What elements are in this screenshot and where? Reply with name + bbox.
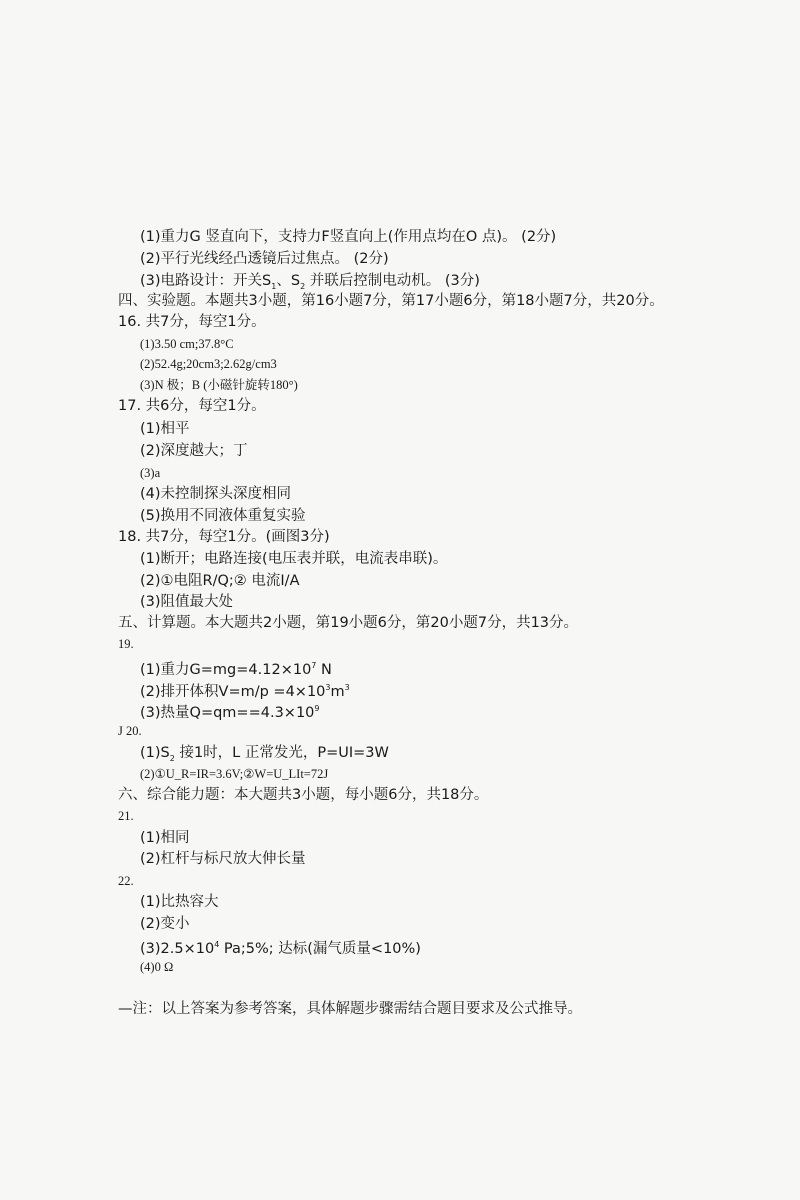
section-heading-experiment: 四、实验题。本题共3小题，第16小题7分，第17小题6分，第18小题7分，共20分。 [118, 293, 664, 309]
answer-line-q16-2: (2)52.4g;20cm3;2.62g/cm3 [140, 357, 277, 371]
question-heading-21: 21. [118, 809, 134, 823]
answer-line-q19-3: (3)热量$Q=qm==4.3\times 10^9$ [140, 704, 320, 721]
question-heading-18: 18. 共7分，每空1分。(画图3分) [118, 529, 330, 545]
answer-line-q17-4: (4)未控制探头深度相同 [140, 486, 292, 502]
answer-line-q22-3: $(3)2.5\times 10^4$ Pa;5%; 达标(漏气质量<10%) [140, 940, 421, 957]
question-heading-16: 16. 共7分，每空1分。 [118, 314, 266, 330]
question-heading-20: J 20. [118, 724, 142, 738]
footnote: —注：以上答案为参考答案，具体解题步骤需结合题目要求及公式推导。 [118, 1001, 582, 1017]
answer-line-q17-5: (5)换用不同液体重复实验 [140, 508, 306, 524]
answer-line-q17-3: (3)a [140, 466, 161, 480]
answer-line-q17-1: (1)相平 [140, 421, 190, 437]
section-heading-comprehensive: 六、综合能力题：本大题共3小题，每小题6分，共18分。 [118, 787, 489, 803]
answer-line-q18-3: (3)阻值最大处 [140, 594, 234, 610]
answer-line-q21-1: (1)相同 [140, 830, 190, 846]
question-heading-22: 22. [118, 874, 134, 888]
answer-line-q20-1: $(1)S_2$ 接1时，L 正常发光，P=UI=3W [140, 745, 389, 763]
question-heading-19: 19. [118, 637, 134, 651]
answer-line-q19-2: (2)排开体积$V=m/p =4\times 10^3m^3$ [140, 683, 350, 700]
answer-line-q22-1: (1)比热容大 [140, 894, 219, 910]
answer-line-q19-1: (1)重力$G=mg=4.12\times 10^7$ N [140, 661, 332, 678]
answer-line-q16-1: (1)3.50 cm;37.8°C [140, 337, 234, 351]
answer-line-q15-3: (3)电路设计：开关$S_1$、$S_2$ 并联后控制电动机。 (3分) [140, 273, 480, 291]
answer-line-q16-3: (3)N 极；B (小磁针旋转180°) [140, 378, 298, 392]
answer-line-q18-2: (2)①电阻R/Q;② 电流I/A [140, 573, 300, 589]
section-heading-calculation: 五、计算题。本大题共2小题，第19小题6分，第20小题7分，共13分。 [118, 615, 579, 631]
answer-line-q22-4: (4)0 Ω [140, 960, 174, 974]
answer-line-q21-2: (2)杠杆与标尺放大伸长量 [140, 851, 306, 867]
answer-line-q20-2: (2)①U_R=IR=3.6V;②W=U_LIt=72J [140, 767, 329, 781]
answer-line-q15-2: (2)平行光线经凸透镜后过焦点。 (2分) [140, 251, 389, 267]
answer-line-q18-1: (1)断开；电路连接(电压表并联，电流表串联)。 [140, 551, 448, 567]
answer-line-q22-2: (2)变小 [140, 916, 190, 932]
answer-line-q17-2: (2)深度越大；丁 [140, 443, 248, 459]
question-heading-17: 17. 共6分，每空1分。 [118, 398, 266, 414]
answer-line-q15-1: (1)重力G 竖直向下，支持力F竖直向上(作用点均在O 点)。 (2分) [140, 229, 557, 245]
